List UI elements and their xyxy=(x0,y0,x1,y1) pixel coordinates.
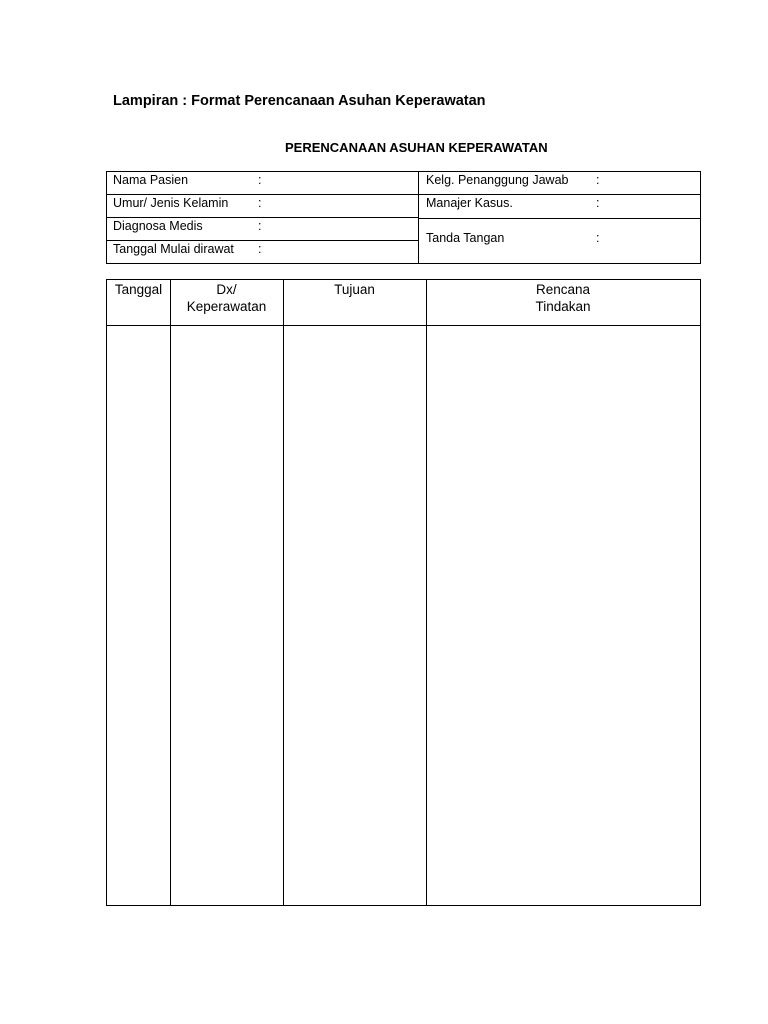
plan-column-divider xyxy=(426,280,427,905)
column-header-rencana-tindakan: Rencana Tindakan xyxy=(535,282,591,314)
colon: : xyxy=(258,173,262,187)
colon: : xyxy=(596,173,600,187)
colon: : xyxy=(258,196,262,210)
info-row-divider xyxy=(107,240,418,241)
label-tanggal-mulai-dirawat: Tanggal Mulai dirawat xyxy=(113,242,234,256)
colon: : xyxy=(258,219,262,233)
attachment-heading: Lampiran : Format Perencanaan Asuhan Keperawatan xyxy=(113,93,486,109)
label-nama-pasien: Nama Pasien xyxy=(113,173,189,187)
info-row-divider xyxy=(418,218,700,219)
plan-header-divider xyxy=(107,325,700,326)
patient-info-table xyxy=(106,171,701,264)
label-manajer-kasus: Manajer Kasus. xyxy=(426,196,513,210)
column-header-dx-keperawatan: Dx/ Keperawatan xyxy=(186,282,267,314)
label-tanda-tangan: Tanda Tangan xyxy=(426,231,505,245)
column-header-tanggal: Tanggal xyxy=(114,282,163,297)
form-title: PERENCANAAN ASUHAN KEPERAWATAN xyxy=(285,140,548,155)
care-plan-table xyxy=(106,279,701,906)
label-umur-jenis-kelamin: Umur/ Jenis Kelamin xyxy=(113,196,229,210)
plan-column-divider xyxy=(170,280,171,905)
info-row-divider xyxy=(107,217,418,218)
column-header-tujuan: Tujuan xyxy=(334,282,375,297)
info-row-divider xyxy=(107,194,418,195)
colon: : xyxy=(596,231,600,245)
label-kelg-penanggung-jawab: Kelg. Penanggung Jawab xyxy=(426,173,569,187)
plan-column-divider xyxy=(283,280,284,905)
colon: : xyxy=(258,242,262,256)
info-row-divider xyxy=(418,194,700,195)
label-diagnosa-medis: Diagnosa Medis xyxy=(113,219,203,233)
colon: : xyxy=(596,196,600,210)
